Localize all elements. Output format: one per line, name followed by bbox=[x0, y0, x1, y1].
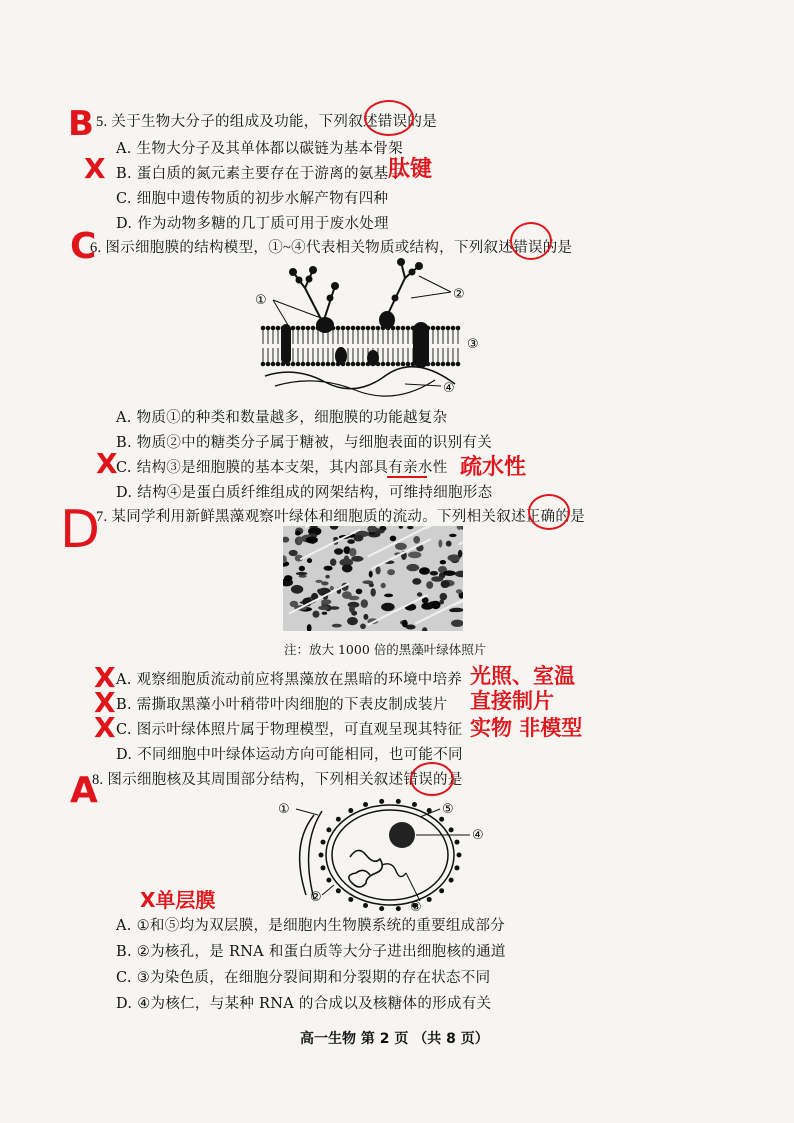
circle-mark bbox=[410, 762, 454, 796]
correction-note-q6: 疏水性 bbox=[460, 455, 527, 480]
wrong-mark: X bbox=[94, 661, 116, 694]
wrong-mark: X bbox=[94, 711, 116, 744]
answer-mark-q8: A bbox=[70, 770, 98, 811]
q5-option-b: B. 蛋白质的氮元素主要存在于游离的氨基中 bbox=[116, 166, 404, 182]
correction-note-q7-c: 实物 非模型 bbox=[470, 716, 583, 740]
correction-note-q8-text: 单层膜 bbox=[155, 888, 216, 912]
correction-note-q5: 肽键 bbox=[388, 157, 433, 182]
q6-option-c: C. 结构③是细胞膜的基本支架，其内部具有亲水性 bbox=[116, 460, 448, 476]
q8-option-d: D. ④为核仁，与某种 RNA 的合成以及核糖体的形成有关 bbox=[116, 996, 492, 1012]
micrograph-caption: 注：放大 1000 倍的黑藻叶绿体照片 bbox=[284, 642, 487, 657]
label-2: ② bbox=[453, 287, 465, 302]
label-4: ④ bbox=[443, 381, 455, 396]
underline-mark bbox=[387, 476, 427, 478]
chloroplast-micrograph bbox=[283, 526, 463, 631]
question-8-stem: 8. 图示细胞核及其周围部分结构，下列相关叙述错误的是 bbox=[92, 772, 463, 788]
wrong-mark: X bbox=[96, 447, 118, 480]
label-3: ③ bbox=[410, 900, 422, 915]
correction-note-q7-a: 光照、室温 bbox=[470, 664, 575, 688]
question-5-stem: 5. 关于生物大分子的组成及功能，下列叙述错误的是 bbox=[96, 114, 437, 130]
wrong-mark: X bbox=[140, 888, 156, 912]
q6-option-b: B. 物质②中的糖类分子属于糖被，与细胞表面的识别有关 bbox=[116, 435, 492, 451]
correction-note-q7-b: 直接制片 bbox=[470, 689, 554, 713]
q5-option-d: D. 作为动物多糖的几丁质可用于废水处理 bbox=[116, 216, 389, 232]
wrong-mark: X bbox=[94, 686, 116, 719]
circle-mark bbox=[528, 494, 570, 530]
question-7-stem: 7. 某同学利用新鲜黑藻观察叶绿体和细胞质的流动。下列相关叙述正确的是 bbox=[96, 509, 585, 525]
cell-membrane-diagram bbox=[255, 258, 495, 398]
q5-option-a: A. 生物大分子及其单体都以碳链为基本骨架 bbox=[116, 141, 403, 157]
q7-option-d: D. 不同细胞中叶绿体运动方向可能相同，也可能不同 bbox=[116, 747, 463, 763]
q7-option-c: C. 图示叶绿体照片属于物理模型，可直观呈现其特征 bbox=[116, 722, 463, 738]
answer-mark-q5: B bbox=[68, 104, 94, 144]
answer-mark-q7: D bbox=[60, 500, 101, 560]
page-footer: 高一生物 第 2 页 （共 8 页） bbox=[300, 1031, 489, 1047]
q6-option-a: A. 物质①的种类和数量越多，细胞膜的功能越复杂 bbox=[116, 410, 448, 426]
circle-mark bbox=[510, 222, 552, 260]
question-6-stem: 6. 图示细胞膜的结构模型，①~④代表相关物质或结构，下列叙述错误的是 bbox=[90, 240, 573, 256]
correction-note-q8 bbox=[140, 884, 215, 913]
circle-mark bbox=[364, 100, 414, 136]
q8-option-c: C. ③为染色质，在细胞分裂间期和分裂期的存在状态不同 bbox=[116, 970, 491, 986]
q7-option-a: A. 观察细胞质流动前应将黑藻放在黑暗的环境中培养 bbox=[116, 672, 463, 688]
wrong-mark: X bbox=[84, 152, 106, 185]
answer-mark-q6: C bbox=[70, 226, 97, 267]
q6-option-d: D. 结构④是蛋白质纤维组成的网架结构，可维持细胞形态 bbox=[116, 485, 493, 501]
nucleus-diagram bbox=[270, 795, 500, 915]
q8-option-b: B. ②为核孔，是 RNA 和蛋白质等大分子进出细胞核的通道 bbox=[116, 944, 506, 960]
label-2: ② bbox=[310, 890, 322, 905]
q5-option-c: C. 细胞中遗传物质的初步水解产物有四种 bbox=[116, 191, 389, 207]
label-3: ③ bbox=[467, 337, 479, 352]
label-1: ① bbox=[255, 293, 267, 308]
label-1: ① bbox=[278, 802, 290, 817]
q8-option-a: A. ①和⑤均为双层膜，是细胞内生物膜系统的重要组成部分 bbox=[116, 918, 506, 934]
q7-option-b: B. 需撕取黑藻小叶稍带叶肉细胞的下表皮制成装片 bbox=[116, 697, 448, 713]
label-4: ④ bbox=[472, 828, 484, 843]
label-5: ⑤ bbox=[442, 802, 454, 817]
